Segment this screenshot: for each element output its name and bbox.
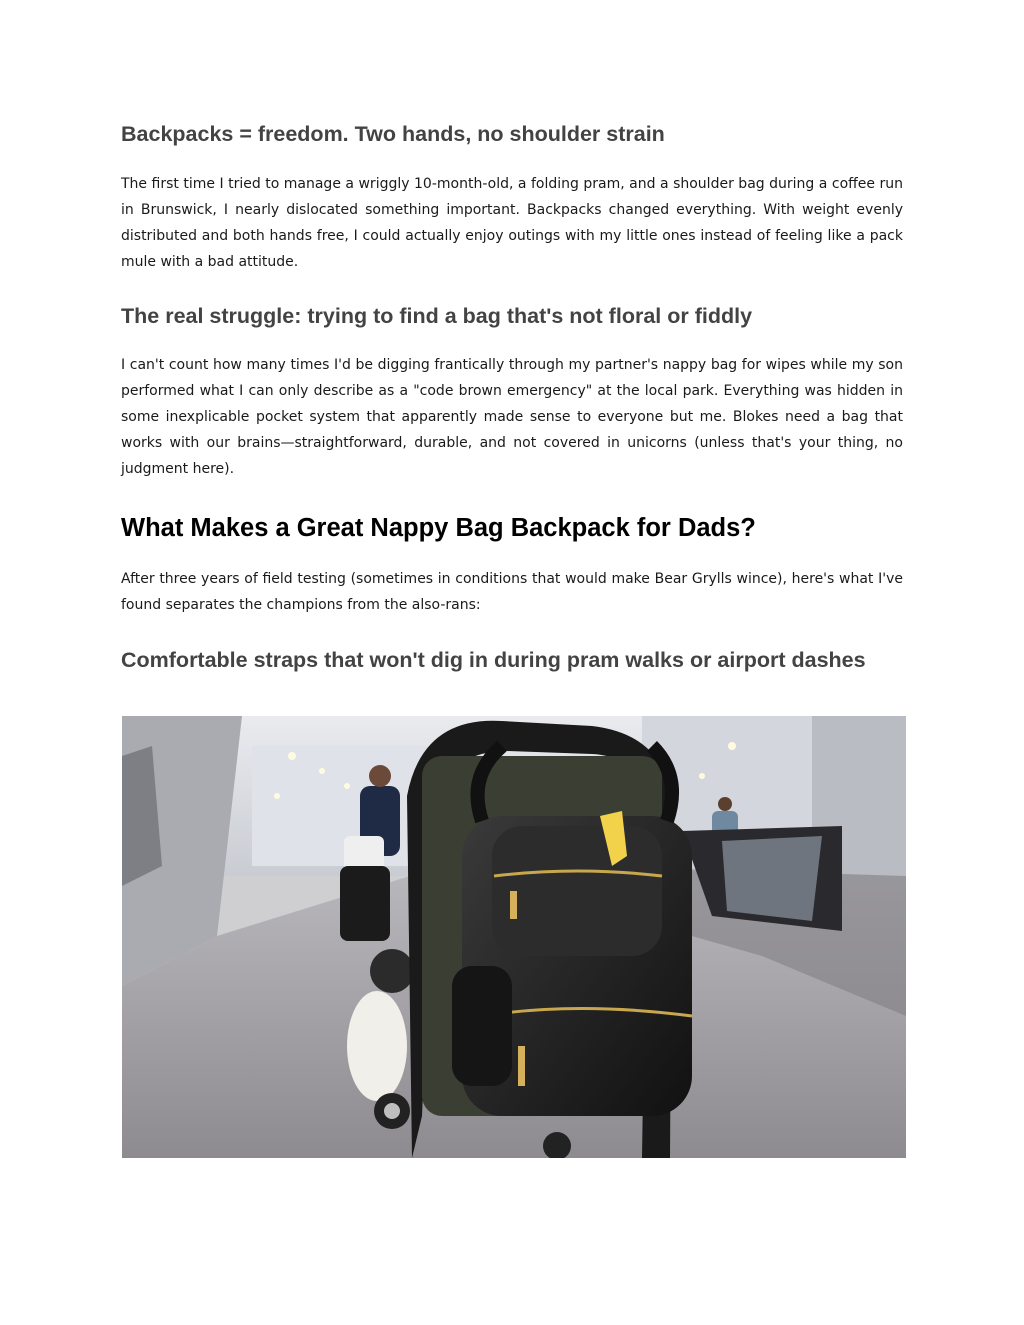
paragraph-field-testing: After three years of field testing (sometimes in conditions that would make Bear Grylls wince), here's what I've found separates the champions from the also-rans: xyxy=(121,571,903,613)
heading-comfortable-straps: Comfortable straps that won't dig in during pram walks or airport dashes xyxy=(121,648,866,672)
paragraph-backpacks: The first time I tried to manage a wriggly 10-month-old, a folding pram, and a shoulder bag during a coffee run in Brunswick, I nearly dislocated something important. Backpacks changed everything. With weight evenly distributed and both hands free, I could actually enjoy outings with my little ones instead of feeling like a pack mule with a bad attitude. xyxy=(121,176,903,270)
heading-real-struggle: The real struggle: trying to find a bag that's not floral or fiddly xyxy=(121,304,753,328)
photo-stroller-backpack xyxy=(122,716,906,1158)
heading-great-nappy-bag: What Makes a Great Nappy Bag Backpack for Dads? xyxy=(121,514,756,542)
heading-backpacks-freedom: Backpacks = freedom. Two hands, no shoulder strain xyxy=(121,122,665,146)
paragraph-struggle: I can't count how many times I'd be digging frantically through my partner's nappy bag for wipes while my son performed what I can only describe as a "code brown emergency" at the local park. Everything was hidden in some inexplicable pocket system that apparently made sense to everyone but me. Blokes need a bag that works with our brains—straightforward, durable, and not covered in unicorns (unless that's your thing, no judgment here). xyxy=(121,357,903,477)
